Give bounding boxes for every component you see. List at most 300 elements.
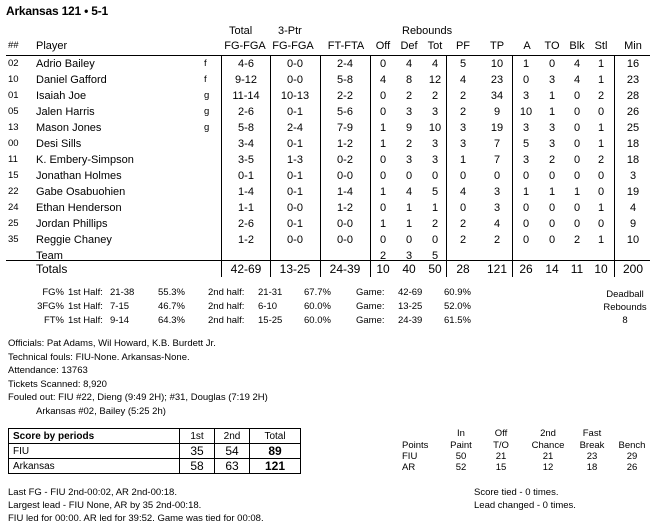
player-tp: 23 bbox=[490, 74, 504, 86]
totals-ft: 24-39 bbox=[329, 262, 361, 276]
pts-head2: Points bbox=[402, 440, 429, 451]
player-tot: 0 bbox=[431, 170, 439, 182]
player-fg: 11-14 bbox=[232, 90, 260, 102]
player-row bbox=[0, 233, 660, 249]
player-def: 1 bbox=[405, 218, 413, 230]
totals-fg: 42-69 bbox=[230, 262, 262, 276]
player-to: 1 bbox=[548, 186, 556, 198]
pct-h2_label: 2nd half: bbox=[208, 301, 245, 312]
score-p1: 35 bbox=[180, 444, 215, 459]
player-def: 3 bbox=[405, 154, 413, 166]
player-num: 02 bbox=[8, 58, 19, 69]
player-tp3: 0-0 bbox=[287, 58, 303, 70]
vline bbox=[270, 55, 271, 277]
player-name: Desi Sills bbox=[36, 138, 82, 150]
largest-lead: Largest lead - FIU None, AR by 35 2nd-00:18. bbox=[8, 500, 202, 511]
rebounds-group-header: Rebounds bbox=[402, 25, 453, 37]
pct-g_label: Game: bbox=[356, 287, 385, 298]
player-stl: 1 bbox=[597, 234, 605, 246]
player-min: 3 bbox=[629, 170, 637, 182]
player-pf: 3 bbox=[459, 122, 467, 134]
col-tot: Tot bbox=[427, 40, 443, 52]
tickets-scanned: Tickets Scanned: 8,920 bbox=[8, 378, 107, 390]
player-a: 0 bbox=[522, 202, 530, 214]
col-to: TO bbox=[544, 40, 560, 52]
player-def: 9 bbox=[405, 122, 413, 134]
player-min: 25 bbox=[626, 122, 640, 134]
player-pf: 0 bbox=[459, 202, 467, 214]
player-tp: 7 bbox=[493, 138, 501, 150]
player-name: Mason Jones bbox=[36, 122, 102, 134]
player-to: 0 bbox=[548, 170, 556, 182]
player-min: 23 bbox=[626, 74, 640, 86]
player-ft: 1-2 bbox=[337, 202, 353, 214]
player-name: Daniel Gafford bbox=[36, 74, 107, 86]
player-def: 2 bbox=[405, 90, 413, 102]
player-tp3: 0-1 bbox=[287, 138, 303, 150]
pts-head2: Break bbox=[579, 440, 605, 451]
player-pos: f bbox=[204, 74, 207, 85]
pct-gp: 60.9% bbox=[444, 287, 471, 298]
player-num: 15 bbox=[8, 170, 19, 181]
player-a: 0 bbox=[522, 234, 530, 246]
player-to: 1 bbox=[548, 90, 556, 102]
player-to: 0 bbox=[548, 218, 556, 230]
score-row bbox=[9, 444, 301, 459]
player-pos: g bbox=[204, 90, 210, 101]
player-num: 24 bbox=[8, 202, 19, 213]
player-blk: 0 bbox=[573, 122, 581, 134]
pct-h1_label: 1st Half: bbox=[68, 287, 103, 298]
player-row bbox=[0, 89, 660, 105]
player-fg: 5-8 bbox=[238, 122, 254, 134]
player-to: 0 bbox=[548, 58, 556, 70]
score-header-1st: 1st bbox=[180, 429, 215, 444]
pct-g_label: Game: bbox=[356, 315, 385, 326]
game-info bbox=[8, 337, 268, 418]
player-row bbox=[0, 105, 660, 121]
pts-head1: Off bbox=[494, 428, 508, 439]
player-tot: 3 bbox=[431, 106, 439, 118]
pct-h1: 7-15 bbox=[110, 301, 130, 312]
player-def: 0 bbox=[405, 170, 413, 182]
player-ft: 0-0 bbox=[337, 234, 353, 246]
player-tot: 4 bbox=[431, 58, 439, 70]
player-tp3: 2-4 bbox=[287, 122, 303, 134]
pts-head2: Chance bbox=[531, 440, 565, 451]
score-header-total: Total bbox=[250, 429, 301, 444]
col-blk: Blk bbox=[569, 40, 585, 52]
player-to: 1 bbox=[548, 106, 556, 118]
player-blk: 1 bbox=[573, 186, 581, 198]
player-stl: 2 bbox=[597, 154, 605, 166]
score-header-row bbox=[9, 429, 301, 444]
player-tot: 3 bbox=[431, 154, 439, 166]
player-off: 1 bbox=[379, 138, 387, 150]
player-num: 00 bbox=[8, 138, 19, 149]
pct-h2p: 67.7% bbox=[304, 287, 331, 298]
col-player: Player bbox=[36, 40, 68, 52]
player-stl: 0 bbox=[597, 186, 605, 198]
player-tp: 10 bbox=[490, 58, 504, 70]
totals-off: 10 bbox=[376, 262, 390, 276]
player-num: 11 bbox=[8, 154, 18, 165]
player-fg: 3-4 bbox=[238, 138, 254, 150]
player-min: 28 bbox=[626, 90, 640, 102]
col-a: A bbox=[523, 40, 531, 52]
player-row bbox=[0, 217, 660, 233]
player-a: 5 bbox=[522, 138, 530, 150]
player-stl: 1 bbox=[597, 138, 605, 150]
pct-h2: 6-10 bbox=[258, 301, 278, 312]
player-to: 2 bbox=[548, 154, 556, 166]
player-tp: 34 bbox=[490, 90, 504, 102]
pts-head1: 2nd bbox=[540, 428, 556, 439]
player-num: 01 bbox=[8, 90, 19, 101]
player-row bbox=[0, 57, 660, 73]
player-stl: 0 bbox=[597, 170, 605, 182]
player-fg: 0-1 bbox=[238, 170, 254, 182]
player-tp: 9 bbox=[493, 106, 501, 118]
totals-pf: 28 bbox=[456, 262, 470, 276]
player-ft: 0-0 bbox=[337, 170, 353, 182]
player-pf: 2 bbox=[459, 218, 467, 230]
player-def: 8 bbox=[405, 74, 413, 86]
player-pf: 0 bbox=[459, 170, 467, 182]
pts-val: 18 bbox=[586, 462, 598, 473]
player-tp3: 1-3 bbox=[287, 154, 303, 166]
officials: Officials: Pat Adams, Wil Howard, K.B. Burdett Jr. bbox=[8, 338, 216, 349]
player-tot: 12 bbox=[428, 74, 442, 86]
lead-changed: Lead changed - 0 times. bbox=[474, 500, 576, 511]
pct-h2: 15-25 bbox=[258, 315, 283, 326]
player-ft: 2-2 bbox=[337, 90, 353, 102]
pct-h1p: 64.3% bbox=[158, 315, 185, 326]
player-name: Gabe Osabuohien bbox=[36, 186, 126, 198]
team-tot: 5 bbox=[431, 250, 439, 262]
fouled-out: Fouled out: FIU #22, Dieng (9:49 2H); #31, Douglas (7:19 2H) bbox=[8, 392, 268, 403]
player-row bbox=[0, 137, 660, 153]
footer-left bbox=[8, 486, 264, 525]
player-a: 3 bbox=[522, 122, 530, 134]
team-off: 2 bbox=[379, 250, 387, 262]
player-tot: 10 bbox=[428, 122, 442, 134]
player-off: 0 bbox=[379, 234, 387, 246]
player-num: 10 bbox=[8, 74, 19, 85]
pts-team: FIU bbox=[402, 451, 418, 462]
score-row bbox=[9, 459, 301, 474]
pts-team: AR bbox=[402, 462, 416, 473]
score-total: 121 bbox=[250, 459, 301, 474]
totals-tp: 121 bbox=[486, 262, 508, 276]
score-total: 89 bbox=[250, 444, 301, 459]
player-tot: 3 bbox=[431, 138, 439, 150]
player-blk: 0 bbox=[573, 202, 581, 214]
player-tp: 0 bbox=[493, 170, 501, 182]
player-blk: 0 bbox=[573, 170, 581, 182]
score-header-2nd: 2nd bbox=[215, 429, 250, 444]
player-row bbox=[0, 201, 660, 217]
pct-h2p: 60.0% bbox=[304, 301, 331, 312]
vline bbox=[446, 55, 447, 277]
attendance: Attendance: 13763 bbox=[8, 365, 88, 376]
score-team: FIU bbox=[9, 444, 180, 459]
player-off: 0 bbox=[379, 90, 387, 102]
team-name: Team bbox=[36, 250, 63, 262]
player-min: 16 bbox=[626, 58, 640, 70]
player-a: 10 bbox=[519, 106, 533, 118]
totals-blk: 11 bbox=[570, 262, 584, 276]
player-a: 0 bbox=[522, 170, 530, 182]
player-tp3: 0-0 bbox=[287, 202, 303, 214]
pct-label: FG% bbox=[42, 287, 64, 298]
player-stl: 0 bbox=[597, 106, 605, 118]
vline bbox=[320, 55, 321, 277]
score-header-label: Score by periods bbox=[9, 429, 180, 444]
pts-val: 50 bbox=[455, 451, 467, 462]
player-pf: 2 bbox=[459, 234, 467, 246]
pct-gp: 61.5% bbox=[444, 315, 471, 326]
player-ft: 5-6 bbox=[337, 106, 353, 118]
pts-val: 29 bbox=[626, 451, 638, 462]
player-tp3: 10-13 bbox=[280, 90, 310, 102]
player-off: 0 bbox=[379, 202, 387, 214]
col-stl: Stl bbox=[594, 40, 608, 52]
player-min: 18 bbox=[626, 154, 640, 166]
deadball-value: 8 bbox=[622, 315, 628, 326]
player-min: 9 bbox=[629, 218, 637, 230]
player-tp3: 0-1 bbox=[287, 186, 303, 198]
player-min: 19 bbox=[626, 186, 640, 198]
player-row bbox=[0, 185, 660, 201]
player-row bbox=[0, 153, 660, 169]
player-ft: 5-8 bbox=[337, 74, 353, 86]
player-pf: 2 bbox=[459, 90, 467, 102]
player-num: 25 bbox=[8, 218, 19, 229]
pct-h1_label: 1st Half: bbox=[68, 315, 103, 326]
pts-head2: Paint bbox=[450, 440, 472, 451]
player-off: 1 bbox=[379, 186, 387, 198]
player-ft: 2-4 bbox=[337, 58, 353, 70]
pct-h1p: 55.3% bbox=[158, 287, 185, 298]
vline bbox=[370, 55, 371, 277]
player-pf: 2 bbox=[459, 106, 467, 118]
player-tp: 2 bbox=[493, 234, 501, 246]
time-led: FIU led for 00:00. AR led for 39:52. Game was tied for 00:08. bbox=[8, 513, 264, 524]
pct-h2_label: 2nd half: bbox=[208, 287, 245, 298]
player-tot: 2 bbox=[431, 218, 439, 230]
player-row bbox=[0, 169, 660, 185]
col-min: Min bbox=[624, 40, 642, 52]
player-ft: 7-9 bbox=[337, 122, 353, 134]
player-tp3: 0-0 bbox=[287, 74, 303, 86]
player-name: Ethan Henderson bbox=[36, 202, 122, 214]
pct-h1_label: 1st Half: bbox=[68, 301, 103, 312]
player-a: 3 bbox=[522, 154, 530, 166]
player-def: 0 bbox=[405, 234, 413, 246]
player-tp: 4 bbox=[493, 218, 501, 230]
player-fg: 3-5 bbox=[238, 154, 254, 166]
player-def: 1 bbox=[405, 202, 413, 214]
totals-label: Totals bbox=[36, 262, 68, 276]
player-off: 1 bbox=[379, 122, 387, 134]
col-fg: FG-FGA bbox=[224, 40, 266, 52]
player-tp3: 0-1 bbox=[287, 106, 303, 118]
pct-label: 3FG% bbox=[37, 301, 64, 312]
player-min: 18 bbox=[626, 138, 640, 150]
player-def: 2 bbox=[405, 138, 413, 150]
player-blk: 0 bbox=[573, 218, 581, 230]
player-pos: g bbox=[204, 122, 210, 133]
player-fg: 9-12 bbox=[234, 74, 258, 86]
totals-a: 26 bbox=[519, 262, 533, 276]
player-pos: g bbox=[204, 106, 210, 117]
pct-h1p: 46.7% bbox=[158, 301, 185, 312]
player-name: K. Embery-Simpson bbox=[36, 154, 134, 166]
player-fg: 2-6 bbox=[238, 106, 254, 118]
player-stl: 1 bbox=[597, 122, 605, 134]
player-stl: 1 bbox=[597, 74, 605, 86]
last-fg: Last FG - FIU 2nd-00:02, AR 2nd-00:18. bbox=[8, 487, 177, 498]
player-off: 0 bbox=[379, 154, 387, 166]
player-fg: 1-2 bbox=[238, 234, 254, 246]
col-ft: FT-FTA bbox=[327, 40, 365, 52]
player-tot: 0 bbox=[431, 234, 439, 246]
header-divider bbox=[6, 55, 650, 56]
col-tp: TP bbox=[489, 40, 505, 52]
pts-head2: Bench bbox=[618, 440, 646, 451]
threeptr-group-header: 3-Ptr bbox=[278, 25, 302, 37]
player-off: 0 bbox=[379, 58, 387, 70]
player-a: 0 bbox=[522, 218, 530, 230]
fouled-out-arkansas: Arkansas #02, Bailey (5:25 2h) bbox=[36, 405, 166, 417]
player-fg: 4-6 bbox=[238, 58, 254, 70]
player-row bbox=[0, 73, 660, 89]
player-ft: 1-2 bbox=[337, 138, 353, 150]
col-off: Off bbox=[375, 40, 391, 52]
col-3fg: FG-FGA bbox=[272, 40, 314, 52]
player-tot: 1 bbox=[431, 202, 439, 214]
player-stl: 0 bbox=[597, 218, 605, 230]
player-name: Adrio Bailey bbox=[36, 58, 95, 70]
player-tp3: 0-1 bbox=[287, 218, 303, 230]
player-off: 0 bbox=[379, 106, 387, 118]
totals-min: 200 bbox=[622, 262, 644, 276]
score-team: Arkansas bbox=[9, 459, 180, 474]
pct-g_label: Game: bbox=[356, 301, 385, 312]
pts-head1: Fast bbox=[582, 428, 602, 439]
player-row bbox=[0, 121, 660, 137]
player-stl: 1 bbox=[597, 202, 605, 214]
totals-def: 40 bbox=[402, 262, 416, 276]
player-a: 3 bbox=[522, 90, 530, 102]
col-def: Def bbox=[400, 40, 418, 52]
player-tot: 2 bbox=[431, 90, 439, 102]
player-fg: 1-4 bbox=[238, 186, 254, 198]
player-a: 1 bbox=[522, 58, 530, 70]
player-tp: 19 bbox=[490, 122, 504, 134]
player-off: 0 bbox=[379, 170, 387, 182]
page-title: Arkansas 121 • 5-1 bbox=[6, 4, 109, 18]
player-pf: 3 bbox=[459, 138, 467, 150]
deadball-rebounds bbox=[596, 288, 654, 327]
player-tp: 7 bbox=[493, 154, 501, 166]
pct-g: 13-25 bbox=[398, 301, 423, 312]
pct-h2_label: 2nd half: bbox=[208, 315, 245, 326]
player-to: 3 bbox=[548, 74, 556, 86]
player-def: 4 bbox=[405, 186, 413, 198]
totals-row bbox=[0, 261, 660, 277]
score-p2: 63 bbox=[215, 459, 250, 474]
player-fg: 1-1 bbox=[238, 202, 254, 214]
pts-head1: In bbox=[457, 428, 465, 439]
pct-h1: 9-14 bbox=[110, 315, 130, 326]
totals-tot: 50 bbox=[428, 262, 442, 276]
pts-val: 21 bbox=[542, 451, 554, 462]
total-group-header: Total bbox=[229, 25, 253, 37]
team-def: 3 bbox=[405, 250, 413, 262]
player-min: 4 bbox=[629, 202, 637, 214]
player-tp: 3 bbox=[493, 202, 501, 214]
vline bbox=[221, 55, 222, 277]
pts-val: 21 bbox=[495, 451, 507, 462]
score-p2: 54 bbox=[215, 444, 250, 459]
player-def: 3 bbox=[405, 106, 413, 118]
totals-3fg: 13-25 bbox=[279, 262, 311, 276]
player-name: Reggie Chaney bbox=[36, 234, 112, 246]
player-blk: 0 bbox=[573, 138, 581, 150]
player-a: 0 bbox=[522, 74, 530, 86]
player-min: 10 bbox=[626, 234, 640, 246]
vline bbox=[614, 55, 615, 277]
player-a: 1 bbox=[522, 186, 530, 198]
column-header-row bbox=[0, 39, 660, 55]
score-by-periods-table bbox=[8, 428, 301, 474]
rebounds-label: Rebounds bbox=[603, 302, 647, 313]
player-blk: 0 bbox=[573, 106, 581, 118]
score-p1: 58 bbox=[180, 459, 215, 474]
player-name: Isaiah Joe bbox=[36, 90, 87, 102]
pts-val: 12 bbox=[542, 462, 554, 473]
player-to: 0 bbox=[548, 202, 556, 214]
pct-g: 42-69 bbox=[398, 287, 423, 298]
player-to: 3 bbox=[548, 138, 556, 150]
player-name: Jalen Harris bbox=[36, 106, 95, 118]
player-num: 22 bbox=[8, 186, 19, 197]
pts-val: 52 bbox=[455, 462, 467, 473]
player-blk: 4 bbox=[573, 74, 581, 86]
pts-head2: T/O bbox=[493, 440, 509, 451]
player-off: 1 bbox=[379, 218, 387, 230]
pts-val: 15 bbox=[495, 462, 507, 473]
player-name: Jonathan Holmes bbox=[36, 170, 122, 182]
player-stl: 2 bbox=[597, 90, 605, 102]
pct-h2: 21-31 bbox=[258, 287, 283, 298]
player-num: 35 bbox=[8, 234, 19, 245]
player-to: 0 bbox=[548, 234, 556, 246]
player-tp3: 0-0 bbox=[287, 234, 303, 246]
col-num: ## bbox=[8, 40, 19, 51]
pct-gp: 52.0% bbox=[444, 301, 471, 312]
player-blk: 4 bbox=[573, 58, 581, 70]
player-num: 13 bbox=[8, 122, 19, 133]
pts-val: 23 bbox=[586, 451, 598, 462]
player-ft: 1-4 bbox=[337, 186, 353, 198]
vline bbox=[512, 55, 513, 277]
player-blk: 0 bbox=[573, 154, 581, 166]
totals-to: 14 bbox=[545, 262, 559, 276]
player-fg: 2-6 bbox=[238, 218, 254, 230]
